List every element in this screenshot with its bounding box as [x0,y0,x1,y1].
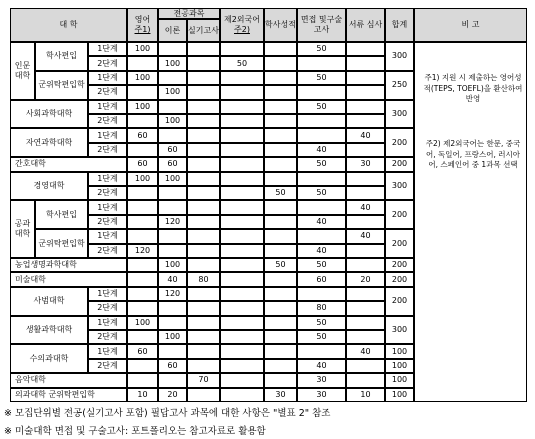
score-english [127,143,158,157]
header-total: 합계 [385,8,414,42]
score-total: 200 [385,272,414,286]
score-interview: 50 [297,258,346,272]
score-lang2 [220,128,264,142]
score-english [127,330,158,344]
score-theory [158,128,187,142]
header-interview: 면접 및구술고사 [297,8,346,42]
score-english: 100 [127,71,158,85]
score-theory: 100 [158,330,187,344]
score-gpa [264,229,297,243]
admission-type: 학사편입 [35,42,88,71]
stage-label: 2단계 [88,359,127,373]
remark-note-1: 주1) 지원 시 제출하는 영어성적(TEPS, TOEFL)을 환산하여 반영 [423,73,523,103]
stage-label: 1단계 [88,316,127,330]
footnote-2: ※ 미술대학 면접 및 구술고사: 포트폴리오는 참고자료로 활용함 [4,426,266,437]
score-english: 100 [127,100,158,114]
college-name: 공과대학 [10,200,35,258]
score-interview: 50 [297,42,346,56]
admission-type: 군위탁편입학 [35,71,88,100]
score-total: 100 [385,359,414,373]
score-interview [297,85,346,99]
score-practical [187,128,220,142]
score-practical [187,200,220,214]
score-interview [297,229,346,243]
score-lang2 [220,200,264,214]
score-doc [346,244,385,258]
score-doc [346,301,385,315]
score-english [127,373,158,387]
header-practical: 실기고사 [187,19,220,42]
score-lang2 [220,229,264,243]
score-theory: 120 [158,215,187,229]
score-total: 300 [385,316,414,345]
score-lang2 [220,114,264,128]
score-doc [346,359,385,373]
score-interview: 50 [297,157,346,171]
score-total: 200 [385,157,414,171]
score-english [127,186,158,200]
score-interview: 50 [297,71,346,85]
score-gpa [264,56,297,70]
header-univ: 대 학 [10,8,127,42]
score-lang2 [220,301,264,315]
score-doc [346,100,385,114]
score-english [127,287,158,301]
admission-type: 군위탁편입학 [35,229,88,258]
score-doc [346,258,385,272]
score-doc: 40 [346,128,385,142]
score-lang2 [220,143,264,157]
score-interview: 60 [297,272,346,286]
score-total: 300 [385,172,414,201]
score-gpa [264,359,297,373]
score-total: 200 [385,287,414,316]
score-gpa [264,330,297,344]
score-interview [297,344,346,358]
college-name: 간호대학 [10,157,127,171]
score-practical [187,258,220,272]
score-lang2 [220,373,264,387]
score-theory: 100 [158,258,187,272]
header-english [127,8,158,42]
score-lang2: 50 [220,56,264,70]
score-theory [158,316,187,330]
score-theory [158,344,187,358]
score-theory [158,200,187,214]
college-name: 사범대학 [10,287,88,316]
score-doc [346,56,385,70]
score-english [127,301,158,315]
stage-label: 2단계 [88,114,127,128]
header-english-note: 주1) [134,25,151,34]
score-doc [346,316,385,330]
score-interview: 40 [297,215,346,229]
college-name: 수의과대학 [10,344,88,373]
score-practical [187,143,220,157]
score-theory [158,373,187,387]
score-practical: 70 [187,373,220,387]
stage-label: 2단계 [88,215,127,229]
score-practical [187,344,220,358]
stage-label: 1단계 [88,287,127,301]
score-practical [187,56,220,70]
score-lang2 [220,186,264,200]
header-remark: 비 고 [414,8,527,42]
stage-label: 2단계 [88,56,127,70]
score-english: 100 [127,172,158,186]
score-theory: 60 [158,143,187,157]
score-total: 250 [385,71,414,100]
score-lang2 [220,244,264,258]
score-lang2 [220,71,264,85]
score-interview: 40 [297,244,346,258]
score-lang2 [220,344,264,358]
score-practical [187,359,220,373]
score-interview [297,172,346,186]
header-major: 전공과목 [158,8,220,19]
score-practical [187,157,220,171]
score-interview [297,128,346,142]
score-theory: 100 [158,56,187,70]
score-english [127,114,158,128]
score-english: 10 [127,388,158,402]
header-second-lang-note: 주2) [234,25,250,34]
score-practical [187,316,220,330]
remark-cell [414,42,527,402]
score-lang2 [220,42,264,56]
score-total: 100 [385,344,414,358]
stage-label: 1단계 [88,42,127,56]
score-english: 100 [127,42,158,56]
score-gpa [264,128,297,142]
score-theory: 40 [158,272,187,286]
score-interview: 30 [297,373,346,387]
score-gpa [264,316,297,330]
score-total: 200 [385,229,414,258]
score-practical [187,244,220,258]
stage-label: 1단계 [88,172,127,186]
score-gpa [264,42,297,56]
score-lang2 [220,388,264,402]
stage-label: 2단계 [88,143,127,157]
stage-label: 2단계 [88,244,127,258]
stage-label: 1단계 [88,100,127,114]
score-english [127,215,158,229]
stage-label: 2단계 [88,85,127,99]
score-english [127,258,158,272]
score-practical [187,215,220,229]
score-interview: 50 [297,316,346,330]
score-gpa: 30 [264,388,297,402]
score-theory [158,301,187,315]
score-theory [158,42,187,56]
score-theory: 60 [158,157,187,171]
stage-label: 1단계 [88,200,127,214]
score-doc [346,215,385,229]
score-theory [158,100,187,114]
header-gpa: 학사성적 [264,8,297,42]
score-theory: 100 [158,172,187,186]
score-gpa [264,85,297,99]
score-english [127,229,158,243]
score-gpa [264,114,297,128]
score-english: 60 [127,128,158,142]
college-name: 경영대학 [10,172,88,201]
score-lang2 [220,100,264,114]
score-interview [297,287,346,301]
score-practical [187,71,220,85]
score-gpa [264,373,297,387]
score-theory: 60 [158,359,187,373]
score-interview: 40 [297,143,346,157]
score-gpa [264,143,297,157]
header-second-lang [220,8,264,42]
college-name: 농업생명과학대학 [10,258,127,272]
score-theory [158,229,187,243]
score-practical [187,172,220,186]
score-practical [187,42,220,56]
stage-label: 2단계 [88,330,127,344]
score-practical [187,186,220,200]
score-total: 200 [385,200,414,229]
score-doc [346,330,385,344]
score-interview: 50 [297,330,346,344]
score-interview: 50 [297,186,346,200]
score-practical [187,85,220,99]
score-english [127,56,158,70]
score-doc [346,172,385,186]
score-practical [187,388,220,402]
score-english [127,85,158,99]
score-doc: 20 [346,272,385,286]
score-doc [346,42,385,56]
stage-label: 2단계 [88,186,127,200]
college-name: 미술대학 [10,272,127,286]
stage-label: 1단계 [88,128,127,142]
score-lang2 [220,85,264,99]
score-gpa: 50 [264,258,297,272]
score-gpa [264,200,297,214]
score-interview [297,114,346,128]
stage-label: 2단계 [88,301,127,315]
score-practical [187,229,220,243]
score-theory [158,186,187,200]
score-theory: 120 [158,287,187,301]
score-doc: 10 [346,388,385,402]
score-doc [346,287,385,301]
score-theory: 20 [158,388,187,402]
college-name: 음악대학 [10,373,127,387]
score-english: 120 [127,244,158,258]
header-theory: 이론 [158,19,187,42]
score-doc: 30 [346,157,385,171]
score-interview [297,56,346,70]
score-total: 200 [385,258,414,272]
score-gpa [264,157,297,171]
score-theory [158,244,187,258]
college-name: 생활과학대학 [10,316,88,345]
score-total: 300 [385,100,414,129]
score-lang2 [220,287,264,301]
score-lang2 [220,258,264,272]
score-gpa [264,71,297,85]
stage-label: 1단계 [88,229,127,243]
header-second-lang-label: 제2외국어 [223,15,260,24]
stage-label: 1단계 [88,71,127,85]
score-doc [346,114,385,128]
score-interview: 40 [297,359,346,373]
score-interview [297,200,346,214]
score-doc [346,373,385,387]
score-lang2 [220,215,264,229]
score-doc [346,71,385,85]
score-english [127,359,158,373]
score-practical [187,301,220,315]
score-doc [346,85,385,99]
score-gpa: 50 [264,186,297,200]
score-interview: 50 [297,100,346,114]
score-interview: 30 [297,388,346,402]
header-document: 서류 심사 [346,8,385,42]
college-name: 사회과학대학 [10,100,88,129]
college-name: 인문대학 [10,42,35,100]
college-name: 의과대학 군위탁편입학 [10,388,127,402]
score-lang2 [220,172,264,186]
score-doc: 40 [346,200,385,214]
stage-label: 1단계 [88,344,127,358]
college-name: 자연과학대학 [10,128,88,157]
score-gpa [264,344,297,358]
score-lang2 [220,157,264,171]
score-doc: 40 [346,344,385,358]
score-english: 60 [127,344,158,358]
score-practical [187,100,220,114]
score-gpa [264,172,297,186]
score-total: 100 [385,388,414,402]
score-english: 60 [127,157,158,171]
score-interview: 80 [297,301,346,315]
score-total: 300 [385,42,414,71]
score-doc: 40 [346,229,385,243]
score-gpa [264,215,297,229]
score-practical [187,114,220,128]
score-doc [346,143,385,157]
score-theory: 100 [158,85,187,99]
score-lang2 [220,330,264,344]
admission-type: 학사편입 [35,200,88,229]
score-doc [346,186,385,200]
score-practical [187,287,220,301]
score-english: 100 [127,316,158,330]
score-gpa [264,287,297,301]
score-theory: 100 [158,114,187,128]
score-lang2 [220,272,264,286]
score-theory [158,71,187,85]
score-gpa [264,244,297,258]
score-english [127,200,158,214]
score-gpa [264,100,297,114]
score-lang2 [220,359,264,373]
score-practical: 80 [187,272,220,286]
header-english-label: 영어 [134,15,151,24]
score-lang2 [220,316,264,330]
score-practical [187,330,220,344]
score-gpa [264,272,297,286]
score-total: 200 [385,128,414,157]
footnote-1: ※ 모집단위별 전공(실기고사 포함) 필답고사 과목에 대한 사항은 "별표 2" 참조 [4,408,331,419]
score-total: 100 [385,373,414,387]
remark-note-2: 주2) 제2외국어는 한문, 중국어, 독일어, 프랑스어, 러시아어, 스페인어 중 1과목 선택 [425,139,521,169]
score-gpa [264,301,297,315]
score-english [127,272,158,286]
